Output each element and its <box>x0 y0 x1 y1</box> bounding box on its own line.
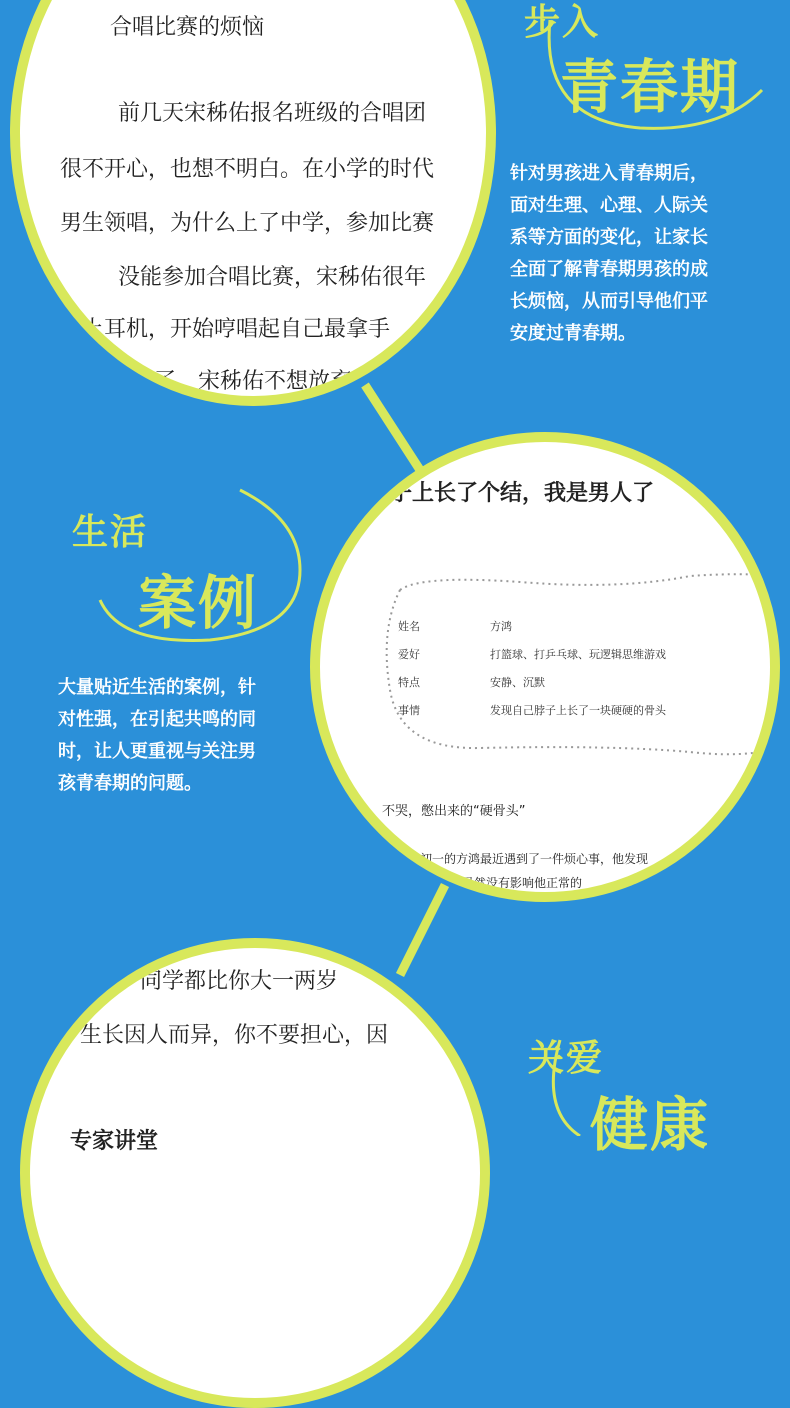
profile-value: 方鸿 <box>490 620 512 633</box>
excerpt-heading: 专家讲堂 <box>70 1128 159 1154</box>
excerpt-line: 上去了。宋秭佑不想放弃 <box>110 369 353 394</box>
excerpt-line: 前几天宋秭佑报名班级的合唱团 <box>118 101 427 126</box>
desc-line: 大量贴近生活的案例，针 <box>58 677 256 698</box>
section2-description <box>58 672 256 800</box>
excerpt-line: 生长因人而异，你不要担心，因 <box>80 1023 389 1048</box>
case-study-circle <box>310 432 780 902</box>
section3-large-title: 健康 <box>590 1091 711 1159</box>
profile-label: 爱好 <box>398 648 420 661</box>
profile-label: 事情 <box>398 704 420 717</box>
desc-line: 针对男孩进入青春期后， <box>510 163 708 184</box>
desc-line: 时，让人更重视与关注男 <box>58 741 256 762</box>
case-paragraph-line: 头虽然没有影响他正常的 <box>450 876 583 890</box>
profile-label: 特点 <box>398 676 420 689</box>
profile-table-frame <box>360 570 780 770</box>
excerpt-line: 没能参加合唱比赛，宋秭佑很年 <box>118 265 427 290</box>
book-excerpt-circle-3 <box>20 938 490 1408</box>
excerpt-line: 戴上耳机，开始哼唱起自己最拿手 <box>60 317 391 342</box>
section2-large-title: 案例 <box>138 569 259 637</box>
profile-value: 打篮球、打乒乓球、玩逻辑思维游戏 <box>490 648 666 661</box>
excerpt-line: 同学都比你大一两岁 <box>140 969 339 994</box>
desc-line: 孩青春期的问题。 <box>58 773 202 794</box>
section2-small-title: 生活 <box>72 511 149 553</box>
desc-line: 系等方面的变化，让家长 <box>510 227 708 248</box>
desc-line: 全面了解青春期男孩的成 <box>510 259 708 280</box>
profile-value: 安静、沉默 <box>490 676 545 689</box>
connector-2 <box>400 885 445 975</box>
excerpt-title: 合唱比赛的烦恼 <box>110 15 265 40</box>
section3-small-title: 关爱 <box>528 1037 605 1079</box>
profile-value: 发现自己脖子上长了一块硬硬的骨头 <box>490 704 666 717</box>
desc-line: 安度过青春期。 <box>510 323 636 344</box>
section1-large-title: 青春期 <box>560 53 741 121</box>
connector-1 <box>365 385 420 470</box>
section1-description <box>510 158 708 350</box>
desc-line: 面对生理、心理、人际关 <box>510 195 708 216</box>
section1-small-title: 步入 <box>524 1 601 43</box>
desc-line: 对性强，在引起共鸣的同 <box>58 709 256 730</box>
case-heading: 子上长了个结，我是男人了 <box>390 480 655 506</box>
profile-label: 姓名 <box>398 620 420 633</box>
excerpt-line: 男生领唱，为什么上了中学，参加比赛 <box>60 211 435 236</box>
excerpt-line: 很不开心，也想不明白。在小学的时代 <box>60 157 435 182</box>
case-subheading: 不哭，憋出来的“硬骨头” <box>382 804 526 819</box>
desc-line: 长烦恼，从而引导他们平 <box>510 291 708 312</box>
case-paragraph-line: 初一的方鸿最近遇到了一件烦心事，他发现 <box>420 852 649 866</box>
